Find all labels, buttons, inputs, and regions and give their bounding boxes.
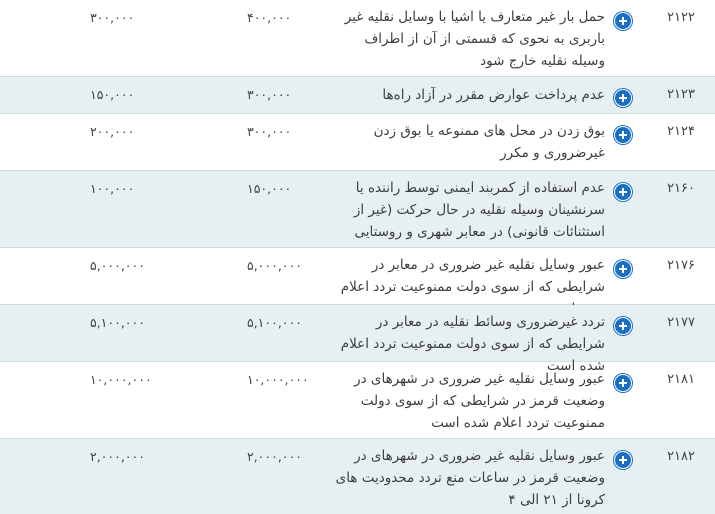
expand-plus-icon[interactable] bbox=[614, 12, 632, 30]
expand-plus-icon[interactable] bbox=[614, 317, 632, 335]
violation-code: ۲۱۲۴ bbox=[667, 124, 695, 139]
max-fine: ۲,۰۰۰,۰۰۰ bbox=[247, 449, 302, 464]
violation-code: ۲۱۷۷ bbox=[667, 315, 695, 330]
violation-description: عدم استفاده از کمربند ایمنی توسط راننده یا سرنشینان وسیله نقلیه در حال حرکت (غیر از استثنائات قانونی) در معابر شهری و روستایی bbox=[353, 180, 605, 240]
violation-code: ۲۱۸۲ bbox=[667, 449, 695, 464]
violation-code: ۲۱۲۳ bbox=[667, 87, 695, 102]
expand-plus-icon[interactable] bbox=[614, 126, 632, 144]
max-fine: ۳۰۰,۰۰۰ bbox=[247, 124, 292, 139]
expand-plus-icon[interactable] bbox=[614, 374, 632, 392]
violation-description: عبور وسایل نقلیه غیر ضروری در شهرهای در وضعیت قرمز در شرایطی که از سوی دولت ممنوعیت تردد اعلام شده است bbox=[354, 371, 605, 431]
table-row bbox=[0, 362, 715, 439]
max-fine: ۵,۱۰۰,۰۰۰ bbox=[247, 315, 302, 330]
min-fine: ۳۰۰,۰۰۰ bbox=[90, 10, 135, 25]
max-fine: ۵,۰۰۰,۰۰۰ bbox=[247, 258, 302, 273]
max-fine: ۴۰۰,۰۰۰ bbox=[247, 10, 292, 25]
violation-description: عدم پرداخت عوارض مقرر در آزاد راه‌ها bbox=[382, 87, 605, 103]
min-fine: ۵,۰۰۰,۰۰۰ bbox=[90, 258, 145, 273]
violation-code: ۲۱۷۶ bbox=[667, 258, 695, 273]
table-row bbox=[0, 114, 715, 171]
violation-description: بوق زدن در محل های ممنوعه یا بوق زدن غیرضروری و مکرر bbox=[373, 123, 605, 161]
violation-code: ۲۱۸۱ bbox=[667, 372, 695, 387]
min-fine: ۲,۰۰۰,۰۰۰ bbox=[90, 449, 145, 464]
min-fine: ۱۰,۰۰۰,۰۰۰ bbox=[90, 372, 152, 387]
expand-plus-icon[interactable] bbox=[614, 183, 632, 201]
table-row bbox=[0, 77, 715, 114]
expand-plus-icon[interactable] bbox=[614, 89, 632, 107]
max-fine: ۱۵۰,۰۰۰ bbox=[247, 181, 292, 196]
violation-description: حمل بار غیر متعارف یا اشیا با وسایل نقلیه غیر باربری به نحوی که قسمتی از آن از اطراف وسیله نقلیه خارج شود bbox=[344, 9, 605, 69]
table-row bbox=[0, 305, 715, 374]
violation-description: تردد غیرضروری وسائط نقلیه در معابر در شرایطی که از سوی دولت ممنوعیت تردد اعلام شده است bbox=[340, 314, 605, 374]
max-fine: ۳۰۰,۰۰۰ bbox=[247, 87, 292, 102]
table-row bbox=[0, 171, 715, 248]
violation-description: عبور وسایل نقلیه غیر ضروری در معابر در شرایطی که از سوی دولت ممنوعیت تردد اعلام bbox=[340, 257, 605, 295]
violation-code: ۲۱۲۲ bbox=[667, 10, 695, 25]
max-fine: ۱۰,۰۰۰,۰۰۰ bbox=[247, 372, 309, 387]
table-row bbox=[0, 0, 715, 77]
min-fine: ۱۵۰,۰۰۰ bbox=[90, 87, 135, 102]
table-row bbox=[0, 248, 715, 305]
violation-code: ۲۱۶۰ bbox=[667, 181, 695, 196]
min-fine: ۲۰۰,۰۰۰ bbox=[90, 124, 135, 139]
min-fine: ۵,۱۰۰,۰۰۰ bbox=[90, 315, 145, 330]
table-row bbox=[0, 439, 715, 514]
min-fine: ۱۰۰,۰۰۰ bbox=[90, 181, 135, 196]
expand-plus-icon[interactable] bbox=[614, 260, 632, 278]
expand-plus-icon[interactable] bbox=[614, 451, 632, 469]
violation-description: عبور وسایل نقلیه غیر ضروری در شهرهای در وضعیت قرمز در ساعات منع تردد محدودیت های کرونا از ۲۱ الی ۴ bbox=[335, 448, 605, 508]
